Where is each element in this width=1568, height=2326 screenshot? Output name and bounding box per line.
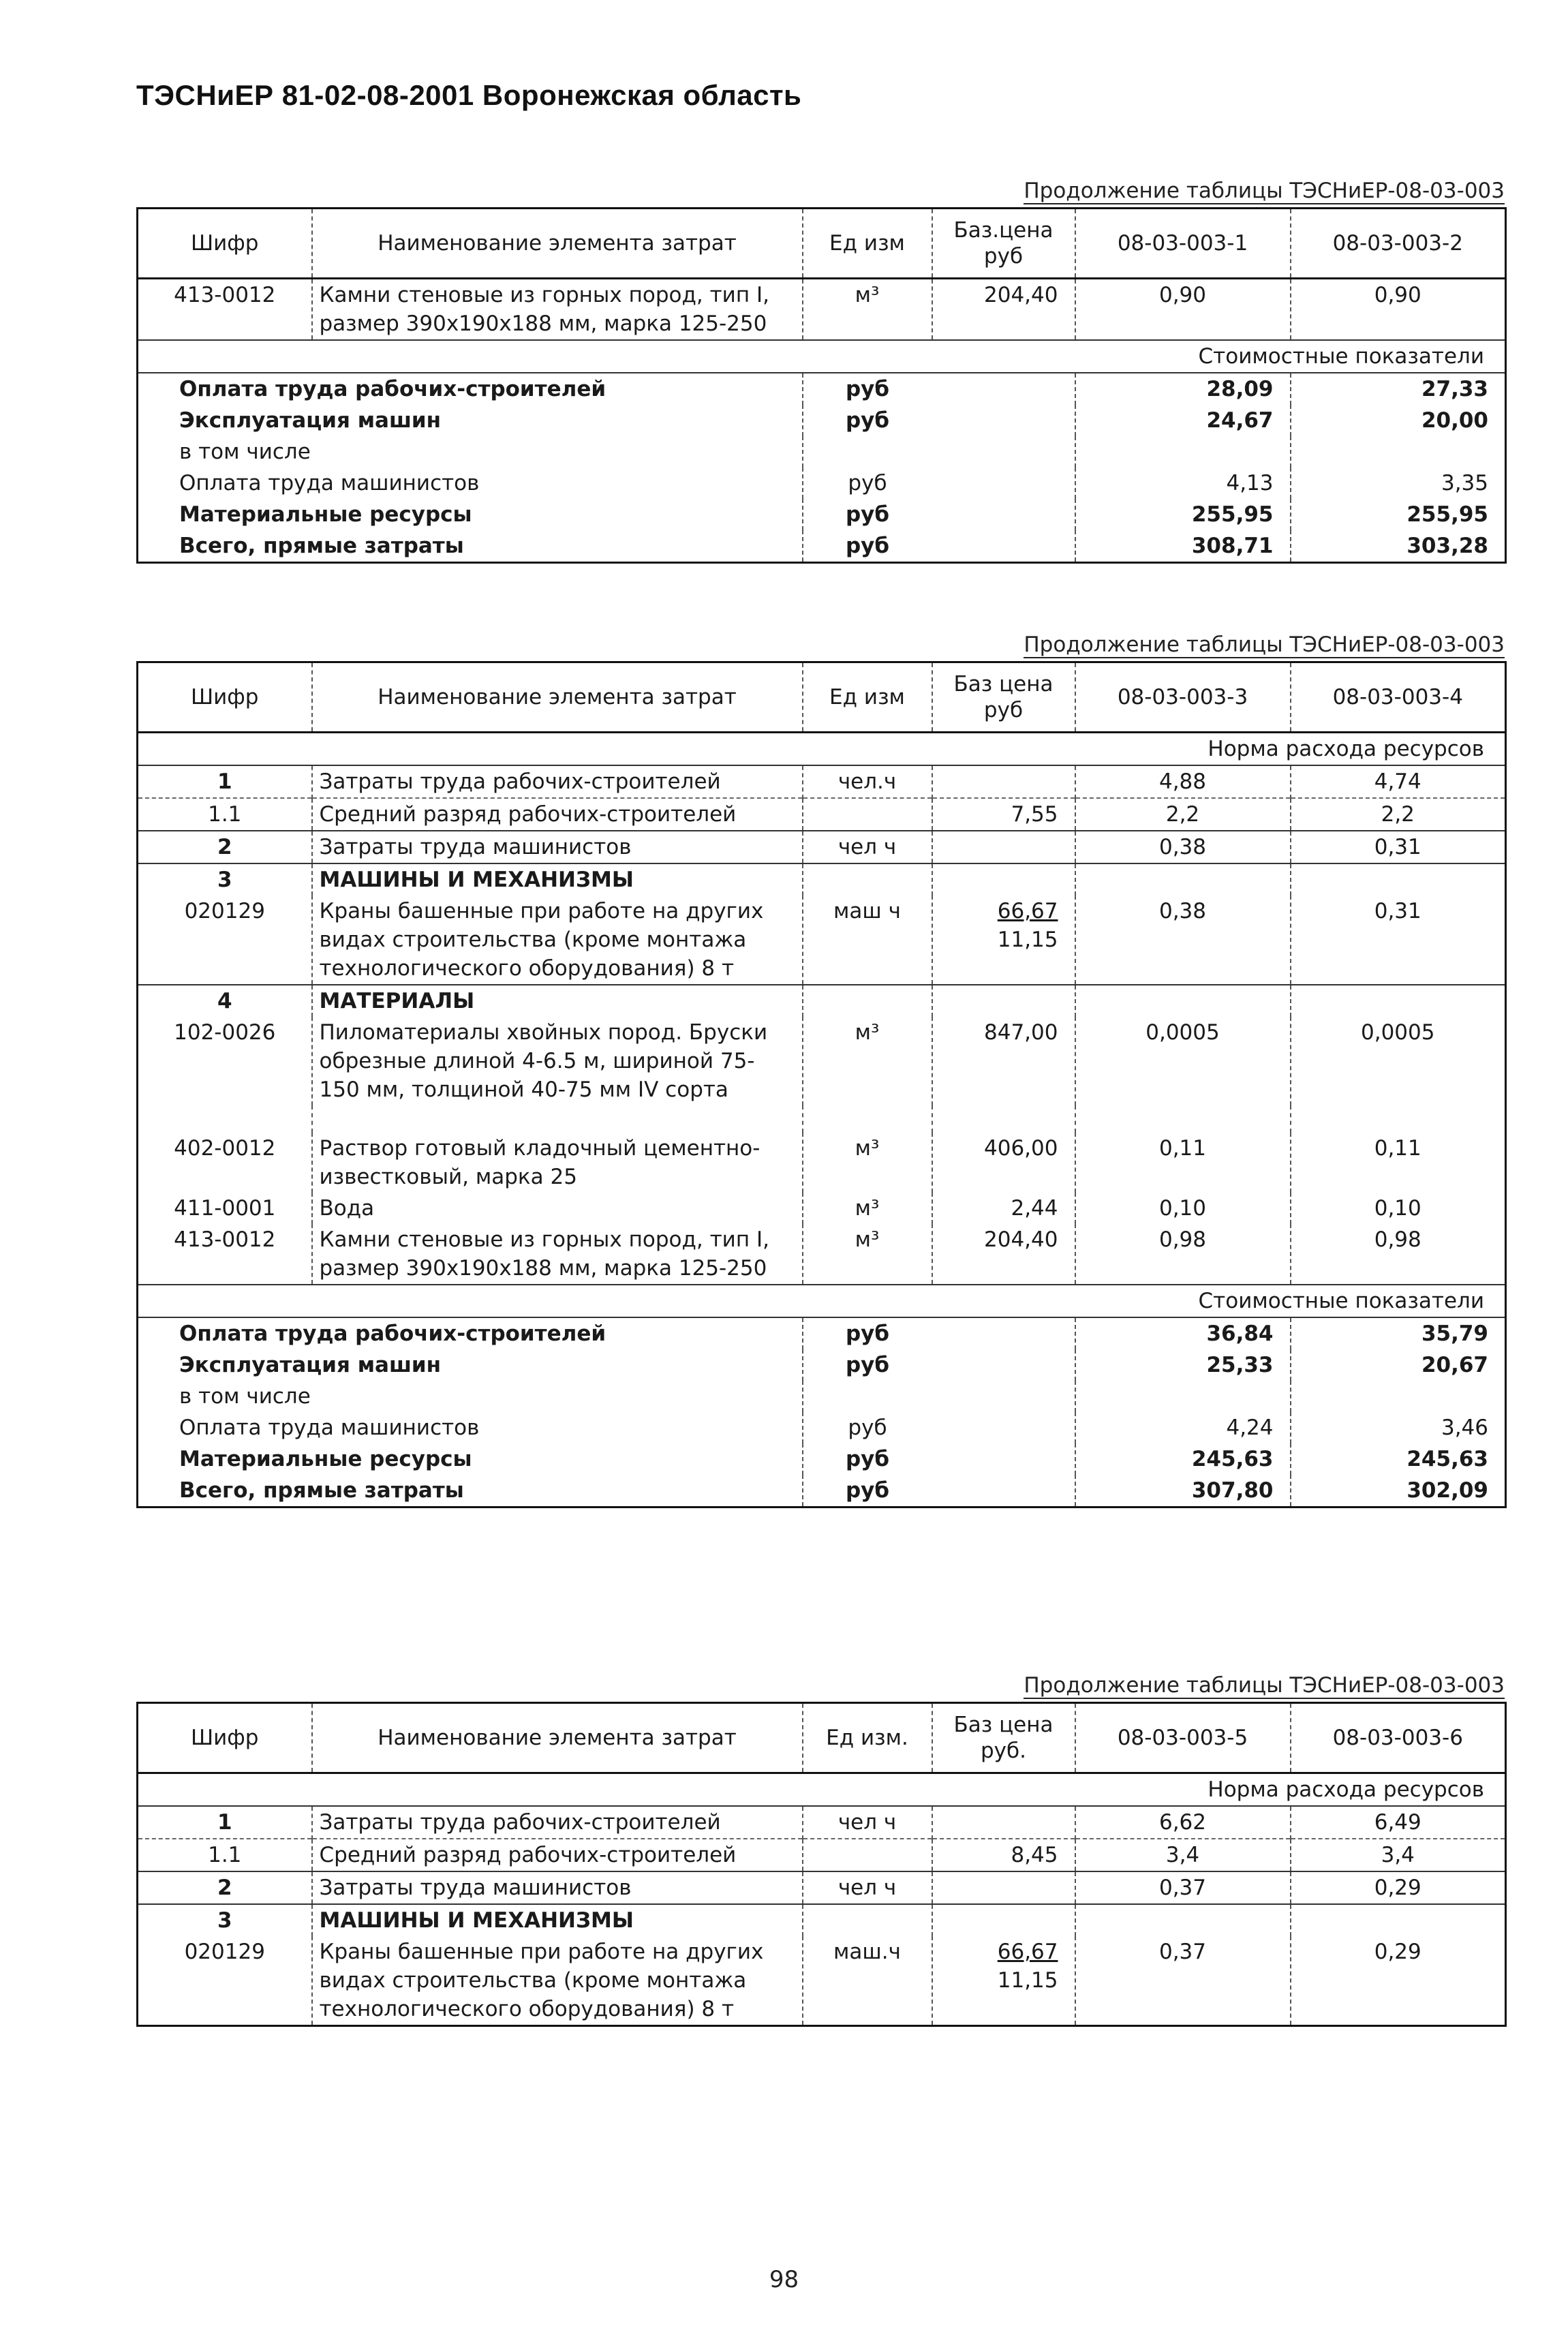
row-unit: м³ [803, 279, 932, 341]
row-value-2: 0,90 [1291, 279, 1506, 341]
col-header-unit: Ед изм. [803, 1703, 932, 1773]
cost-unit: руб [803, 499, 932, 530]
col-header-norm-1: 08-03-003-3 [1075, 662, 1291, 733]
row-unit: чел.ч [803, 765, 932, 798]
cost-value-1: 308,71 [1075, 530, 1291, 563]
cost-value-2: 302,09 [1291, 1475, 1506, 1508]
table-1 [136, 207, 1507, 564]
row-name: Пиломатериалы хвойных пород. Бруски обрезные длиной 4-6.5 м, шириной 75-150 мм, толщиной 40-75 мм IV сорта [312, 1017, 803, 1105]
row-price: 204,40 [932, 1224, 1075, 1285]
section-heading-row [138, 1904, 1506, 1936]
cost-label: Оплата труда машинистов [179, 471, 480, 495]
row-value-1: 4,88 [1075, 765, 1291, 798]
cost-unit: руб [803, 373, 932, 405]
row-name: Затраты труда рабочих-строителей [312, 1806, 803, 1839]
row-price [932, 1871, 1075, 1904]
cost-value-2: 20,00 [1291, 405, 1506, 436]
cost-section-title: Стоимостные показатели [138, 340, 1506, 373]
cost-value-2: 3,35 [1291, 468, 1506, 499]
row-code: 102-0026 [174, 1020, 276, 1045]
table-1-caption: Продолжение таблицы ТЭСНиЕР-08-03-003 [1024, 179, 1505, 203]
cost-value-2: 3,46 [1291, 1412, 1506, 1443]
col-header-price: Баз.цена руб [932, 209, 1075, 279]
cost-value-1: 245,63 [1075, 1443, 1291, 1475]
row-value-1: 3,4 [1075, 1839, 1291, 1871]
norm-band-row [138, 733, 1506, 766]
cost-value-2: 20,67 [1291, 1349, 1506, 1381]
row-unit [803, 798, 932, 831]
row-unit: м³ [803, 1133, 932, 1193]
row-name: Краны башенные при работе на других видах строительства (кроме монтажа технологического оборудования) 8 т [312, 1936, 803, 2026]
cost-row [138, 499, 1506, 530]
cost-value-1: 4,13 [1075, 468, 1291, 499]
row-name: Затраты труда машинистов [312, 1871, 803, 1904]
cost-value-1: 28,09 [1075, 373, 1291, 405]
col-header-unit: Ед изм [803, 209, 932, 279]
row-code: 4 [138, 985, 312, 1017]
row-unit: маш.ч [803, 1936, 932, 2026]
row-price: 66,67 11,15 [932, 1936, 1075, 2026]
cost-row [138, 1475, 1506, 1508]
table-row [138, 765, 1506, 798]
row-unit: чел ч [803, 1871, 932, 1904]
row-value-2: 0,31 [1291, 896, 1506, 985]
row-value-1: 0,98 [1075, 1224, 1291, 1285]
col-header-norm-1: 08-03-003-1 [1075, 209, 1291, 279]
col-header-name: Наименование элемента затрат [312, 1703, 803, 1773]
cost-band-row [138, 340, 1506, 373]
row-value-1: 0,37 [1075, 1936, 1291, 2026]
row-name: Вода [312, 1193, 803, 1224]
cost-label: в том числе [179, 440, 311, 464]
col-header-norm-2: 08-03-003-2 [1291, 209, 1506, 279]
cost-label: Всего, прямые затраты [179, 1478, 464, 1503]
row-unit: чел ч [803, 1806, 932, 1839]
row-code: 2 [138, 831, 312, 863]
row-code: 020129 [184, 1940, 265, 1964]
row-value-1: 0,0005 [1075, 1017, 1291, 1105]
row-value-2: 0,98 [1291, 1224, 1506, 1285]
cost-row [138, 530, 1506, 563]
cost-row [138, 1381, 1506, 1412]
col-header-norm-2: 08-03-003-4 [1291, 662, 1506, 733]
cost-value-2: 245,63 [1291, 1443, 1506, 1475]
table-row [138, 1871, 1506, 1904]
cost-label: Оплата труда рабочих-строителей [138, 373, 803, 405]
col-header-price: Баз цена руб. [932, 1703, 1075, 1773]
table-row [138, 1133, 1506, 1193]
cost-value-2: 303,28 [1291, 530, 1506, 563]
row-value-2: 0,29 [1291, 1936, 1506, 2026]
cost-row [138, 373, 1506, 405]
section-heading: МАШИНЫ И МЕХАНИЗМЫ [312, 863, 803, 896]
table-header-row [138, 662, 1506, 733]
row-code: 1 [138, 765, 312, 798]
cost-value-1: 255,95 [1075, 499, 1291, 530]
table-row [138, 1193, 1506, 1224]
cost-label: в том числе [179, 1384, 311, 1409]
cost-value-2: 35,79 [1291, 1317, 1506, 1349]
norm-section-title: Норма расхода ресурсов [138, 733, 1506, 766]
col-header-norm-1: 08-03-003-5 [1075, 1703, 1291, 1773]
table-row [138, 1839, 1506, 1871]
row-code: 1.1 [138, 798, 312, 831]
row-name: Камни стеновые из горных пород, тип I, размер 390x190x188 мм, марка 125-250 [312, 279, 803, 341]
row-price: 2,44 [932, 1193, 1075, 1224]
row-name: Затраты труда рабочих-строителей [312, 765, 803, 798]
cost-label: Оплата труда машинистов [179, 1416, 480, 1440]
table-2 [136, 661, 1507, 1508]
row-value-2: 3,4 [1291, 1839, 1506, 1871]
cost-unit: руб [803, 1475, 932, 1508]
row-code: 3 [138, 1904, 312, 1936]
cost-label: Материальные ресурсы [179, 502, 472, 527]
cost-unit: руб [803, 1317, 932, 1349]
row-name: Затраты труда машинистов [312, 831, 803, 863]
row-price [932, 1806, 1075, 1839]
cost-value-2: 255,95 [1291, 499, 1506, 530]
table-header-row [138, 1703, 1506, 1773]
cost-row [138, 1412, 1506, 1443]
row-price: 847,00 [932, 1017, 1075, 1105]
row-code: 413-0012 [174, 283, 276, 307]
row-value-1: 0,37 [1075, 1871, 1291, 1904]
row-code: 413-0012 [174, 1227, 276, 1252]
row-price: 204,40 [932, 279, 1075, 341]
row-value-2: 0,11 [1291, 1133, 1506, 1193]
row-price [932, 765, 1075, 798]
col-header-code: Шифр [138, 1703, 312, 1773]
row-value-1: 0,11 [1075, 1133, 1291, 1193]
cost-row [138, 1443, 1506, 1475]
norm-section-title: Норма расхода ресурсов [138, 1773, 1506, 1807]
row-name: Средний разряд рабочих-строителей [312, 1839, 803, 1871]
col-header-norm-2: 08-03-003-6 [1291, 1703, 1506, 1773]
row-value-2: 2,2 [1291, 798, 1506, 831]
row-value-1: 0,10 [1075, 1193, 1291, 1224]
row-price [932, 831, 1075, 863]
table-row [138, 1936, 1506, 2026]
cost-unit: руб [803, 405, 932, 436]
row-code: 020129 [184, 899, 265, 923]
table-3 [136, 1702, 1507, 2027]
row-name: Средний разряд рабочих-строителей [312, 798, 803, 831]
table-header-row [138, 209, 1506, 279]
row-value-1: 0,38 [1075, 831, 1291, 863]
row-unit: чел ч [803, 831, 932, 863]
row-code: 1.1 [138, 1839, 312, 1871]
col-header-name: Наименование элемента затрат [312, 662, 803, 733]
table-row [138, 798, 1506, 831]
table-row [138, 1806, 1506, 1839]
row-value-2: 0,29 [1291, 1871, 1506, 1904]
row-value-1: 0,38 [1075, 896, 1291, 985]
section-heading-row [138, 863, 1506, 896]
cost-unit: руб [803, 1349, 932, 1381]
cost-value-1: 4,24 [1075, 1412, 1291, 1443]
cost-row [138, 436, 1506, 468]
row-code: 411-0001 [174, 1196, 276, 1221]
col-header-unit: Ед изм [803, 662, 932, 733]
cost-section-title: Стоимостные показатели [138, 1285, 1506, 1317]
page-number: 98 [769, 2266, 799, 2293]
table-row [138, 1224, 1506, 1285]
row-unit: м³ [803, 1193, 932, 1224]
row-value-2: 4,74 [1291, 765, 1506, 798]
cost-value-1: 25,33 [1075, 1349, 1291, 1381]
cost-unit: руб [803, 468, 932, 499]
cost-label: Оплата труда рабочих-строителей [138, 1317, 803, 1349]
row-price: 66,67 11,15 [932, 896, 1075, 985]
cost-unit: руб [803, 1412, 932, 1443]
cost-value-1: 307,80 [1075, 1475, 1291, 1508]
section-heading: МАТЕРИАЛЫ [312, 985, 803, 1017]
row-price: 406,00 [932, 1133, 1075, 1193]
row-value-1: 0,90 [1075, 279, 1291, 341]
row-code: 1 [138, 1806, 312, 1839]
table-2-caption: Продолжение таблицы ТЭСНиЕР-08-03-003 [1024, 632, 1505, 657]
row-code: 402-0012 [174, 1136, 276, 1161]
row-price: 7,55 [932, 798, 1075, 831]
row-unit: м³ [803, 1224, 932, 1285]
section-heading-row [138, 985, 1506, 1017]
cost-row [138, 468, 1506, 499]
table-row [138, 279, 1506, 341]
row-name: Раствор готовый кладочный цементно-известковый, марка 25 [312, 1133, 803, 1193]
cost-row [138, 1349, 1506, 1381]
cost-unit: руб [803, 530, 932, 563]
row-name: Краны башенные при работе на других видах строительства (кроме монтажа технологического оборудования) 8 т [312, 896, 803, 985]
cost-row [138, 1317, 1506, 1349]
table-row [138, 831, 1506, 863]
col-header-code: Шифр [138, 209, 312, 279]
row-value-2: 0,31 [1291, 831, 1506, 863]
row-value-2: 0,10 [1291, 1193, 1506, 1224]
row-value-2: 6,49 [1291, 1806, 1506, 1839]
cost-band-row [138, 1285, 1506, 1317]
cost-label: Эксплуатация машин [179, 1353, 442, 1377]
table-row [138, 1017, 1506, 1105]
cost-value-2: 27,33 [1291, 373, 1506, 405]
row-value-1: 2,2 [1075, 798, 1291, 831]
cost-label: Всего, прямые затраты [179, 534, 464, 558]
row-code: 3 [138, 863, 312, 896]
row-name: Камни стеновые из горных пород, тип I, размер 390x190x188 мм, марка 125-250 [312, 1224, 803, 1285]
row-value-2: 0,0005 [1291, 1017, 1506, 1105]
row-unit: маш ч [803, 896, 932, 985]
table-row [138, 896, 1506, 985]
cost-value-1: 24,67 [1075, 405, 1291, 436]
cost-value-1: 36,84 [1075, 1317, 1291, 1349]
col-header-name: Наименование элемента затрат [312, 209, 803, 279]
cost-row [138, 405, 1506, 436]
row-unit [803, 1839, 932, 1871]
cost-label: Эксплуатация машин [179, 408, 442, 433]
col-header-price: Баз цена руб [932, 662, 1075, 733]
row-unit: м³ [803, 1017, 932, 1105]
row-value-1: 6,62 [1075, 1806, 1291, 1839]
section-heading: МАШИНЫ И МЕХАНИЗМЫ [312, 1904, 803, 1936]
row-price: 8,45 [932, 1839, 1075, 1871]
col-header-code: Шифр [138, 662, 312, 733]
document-header: ТЭСНиЕР 81-02-08-2001 Воронежская область [136, 79, 802, 111]
cost-label: Материальные ресурсы [179, 1447, 472, 1471]
row-code: 2 [138, 1871, 312, 1904]
norm-band-row [138, 1773, 1506, 1807]
table-3-caption: Продолжение таблицы ТЭСНиЕР-08-03-003 [1024, 1673, 1505, 1698]
cost-unit: руб [803, 1443, 932, 1475]
